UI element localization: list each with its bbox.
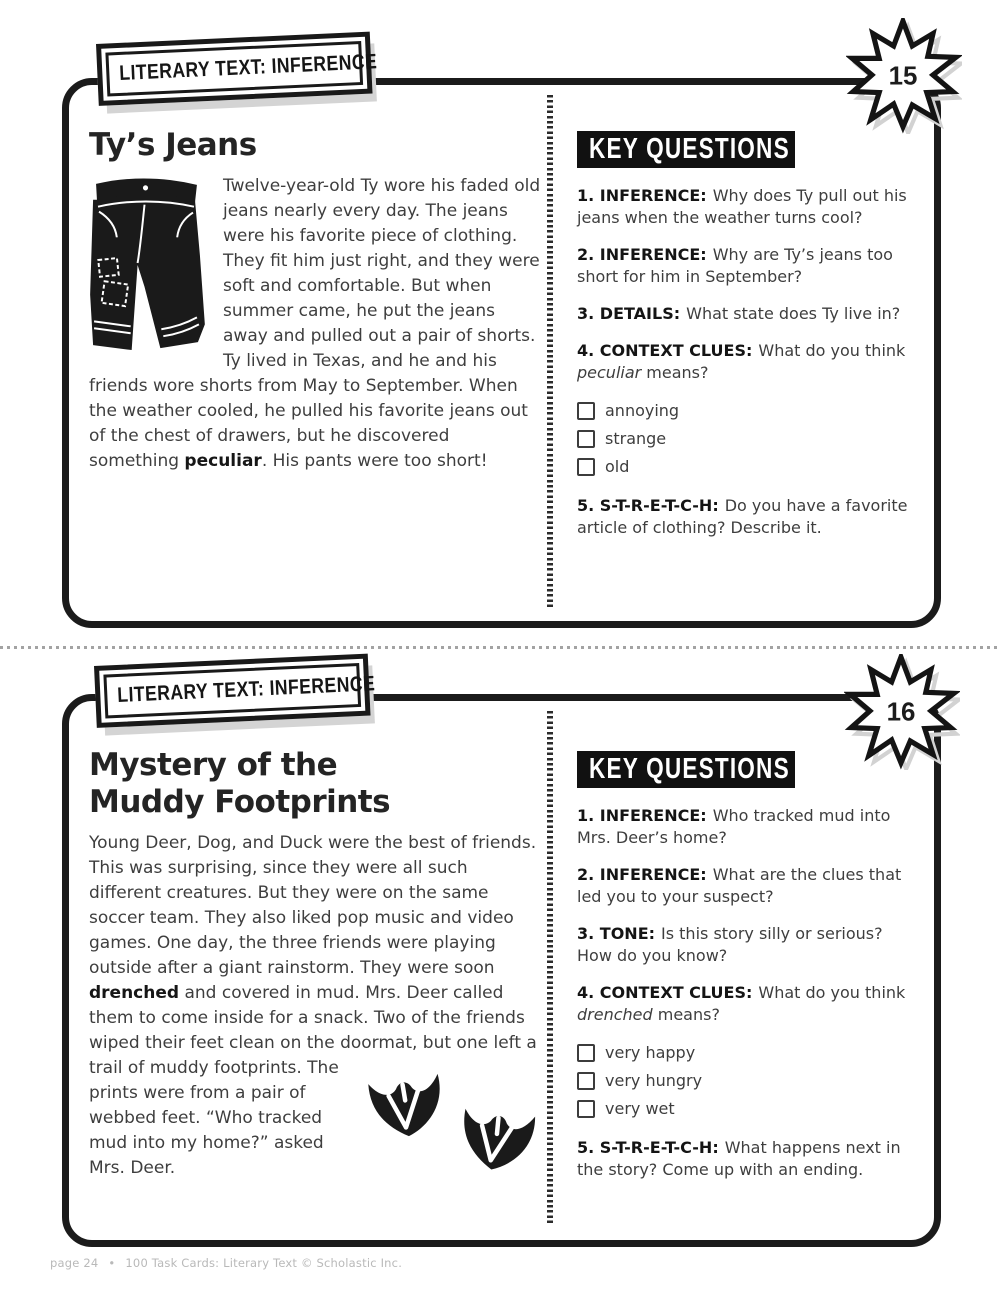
option-label: very hungry <box>605 1071 703 1090</box>
answer-option[interactable] <box>577 1041 913 1064</box>
jeans-illustration <box>83 176 209 354</box>
footer-page-number: page 24 <box>50 1256 99 1270</box>
footer-credit: 100 Task Cards: Literary Text © Scholastic Inc. <box>125 1256 403 1270</box>
category-tag-label: LITERARY TEXT: INFERENCE <box>116 672 376 707</box>
question-3 <box>577 923 913 967</box>
question-5 <box>577 1137 913 1181</box>
starburst-icon <box>846 18 962 134</box>
answer-option[interactable] <box>577 1097 913 1120</box>
column-divider-dotted <box>547 711 553 1226</box>
question-3 <box>577 303 913 325</box>
card-number: 16 <box>886 698 916 727</box>
question-label: 1. INFERENCE: <box>577 806 707 825</box>
vocabulary-word: peculiar <box>184 451 262 471</box>
column-divider-dotted <box>547 95 553 607</box>
answer-options <box>577 399 913 478</box>
question-1 <box>577 805 913 849</box>
option-label: strange <box>605 429 667 448</box>
answer-option[interactable] <box>577 1069 913 1092</box>
story-title-line: Mystery of the <box>89 747 338 783</box>
question-5 <box>577 495 913 539</box>
question-text: Why does Ty pull out his jeans when the weather turns cool? <box>577 186 907 227</box>
question-label: 3. TONE: <box>577 924 656 943</box>
card-15-number-badge <box>846 18 962 134</box>
questions-column <box>577 751 913 1196</box>
card-16-category-tag <box>94 654 376 728</box>
question-label: 2. INFERENCE: <box>577 865 707 884</box>
checkbox[interactable] <box>577 458 595 476</box>
question-text: Is this story silly or serious? How do you know? <box>577 924 883 965</box>
key-questions-banner <box>577 131 795 168</box>
story-text <box>89 174 541 474</box>
question-text: Do you have a favorite article of clothing? Describe it. <box>577 496 908 537</box>
story-part: Young Deer, Dog, and Duck were the best of friends. This was surprising, since they were all such different creatures. But they were on the same soccer team. They also liked pop music and video games. One day, the three friends were playing outside after a giant rainstorm. They were soon <box>89 833 537 978</box>
question-text: Who tracked mud into Mrs. Deer’s home? <box>577 806 891 847</box>
cut-line-divider <box>0 646 1000 649</box>
option-label: very wet <box>605 1099 675 1118</box>
option-label: very happy <box>605 1043 696 1062</box>
question-text: means? <box>652 1005 720 1024</box>
question-2 <box>577 244 913 288</box>
story-part: . His pants were too short! <box>261 451 488 471</box>
question-label: 5. S-T-R-E-T-C-H: <box>577 1138 719 1157</box>
category-tag-inner-frame <box>103 663 376 719</box>
checkbox[interactable] <box>577 1072 595 1090</box>
story-part: footprints. The prints were from a pair of webbed feet. “Who tracked mud into my home?” asked Mrs. Deer. <box>89 1058 339 1178</box>
checkbox[interactable] <box>577 1044 595 1062</box>
question-text: What state does Ty live in? <box>686 304 901 323</box>
option-label: annoying <box>605 401 680 420</box>
webbed-footprints-icon <box>359 1064 541 1186</box>
card-15-category-tag <box>96 32 378 106</box>
checkbox[interactable] <box>577 402 595 420</box>
story-text <box>89 831 541 1181</box>
category-tag-inner-frame <box>105 41 378 97</box>
answer-option[interactable] <box>577 455 913 478</box>
card-number: 15 <box>888 62 918 91</box>
option-label: old <box>605 457 630 476</box>
story-title <box>89 127 541 164</box>
page-footer <box>50 1256 402 1270</box>
checkbox[interactable] <box>577 1100 595 1118</box>
story-title <box>89 747 541 821</box>
task-card-15 <box>62 78 941 628</box>
questions-column <box>577 131 913 554</box>
question-text: What happens next in the story? Come up with an ending. <box>577 1138 901 1179</box>
jeans-icon <box>83 176 209 354</box>
question-text: means? <box>641 363 709 382</box>
answer-option[interactable] <box>577 427 913 450</box>
question-italic-word: peculiar <box>577 363 642 382</box>
question-text: Why are Ty’s jeans too short for him in September? <box>577 245 893 286</box>
story-part: and covered in mud. Mrs. Deer called them to come inside for a snack. Two of the friends wiped their feet clean on the doormat, but one left a trail of muddy <box>89 983 537 1078</box>
card-16-number-badge <box>844 654 960 770</box>
footer-bullet: • <box>108 1256 116 1270</box>
story-title-line: Ty’s Jeans <box>89 127 257 163</box>
story-title-line: Muddy Footprints <box>89 784 391 820</box>
key-questions-label: KEY QUESTIONS <box>589 753 790 785</box>
question-label: 2. INFERENCE: <box>577 245 707 264</box>
question-label: 1. INFERENCE: <box>577 186 707 205</box>
question-text: What do you think <box>758 341 906 360</box>
key-questions-banner <box>577 751 795 788</box>
answer-options <box>577 1041 913 1120</box>
duck-footprints-illustration <box>359 1064 541 1186</box>
question-label: 3. DETAILS: <box>577 304 681 323</box>
question-label: 4. CONTEXT CLUES: <box>577 983 753 1002</box>
task-card-16 <box>62 694 941 1247</box>
story-part: Twelve-year-old Ty wore his faded old jeans nearly every day. The jeans were his favorite piece of clothing. They fit him just right, and they were soft and comfortable. But when summer came, he put the jeans away and pulled out a pair of shorts. Ty lived in Texas, and he and his friends wore shorts from May to September. When the weather cooled, he pulled his favorite jeans out of the chest of drawers, but he discovered something <box>89 176 541 471</box>
question-4 <box>577 982 913 1026</box>
question-4 <box>577 340 913 384</box>
checkbox[interactable] <box>577 430 595 448</box>
category-tag-label: LITERARY TEXT: INFERENCE <box>118 50 378 85</box>
question-label: 5. S-T-R-E-T-C-H: <box>577 496 719 515</box>
question-1 <box>577 185 913 229</box>
answer-option[interactable] <box>577 399 913 422</box>
question-label: 4. CONTEXT CLUES: <box>577 341 753 360</box>
question-text: What do you think <box>758 983 906 1002</box>
story-column <box>89 127 541 474</box>
question-2 <box>577 864 913 908</box>
story-column <box>89 747 541 1186</box>
key-questions-label: KEY QUESTIONS <box>589 133 790 165</box>
question-text: What are the clues that led you to your suspect? <box>577 865 902 906</box>
question-italic-word: drenched <box>577 1005 653 1024</box>
starburst-icon <box>844 654 960 770</box>
vocabulary-word: drenched <box>89 983 180 1003</box>
